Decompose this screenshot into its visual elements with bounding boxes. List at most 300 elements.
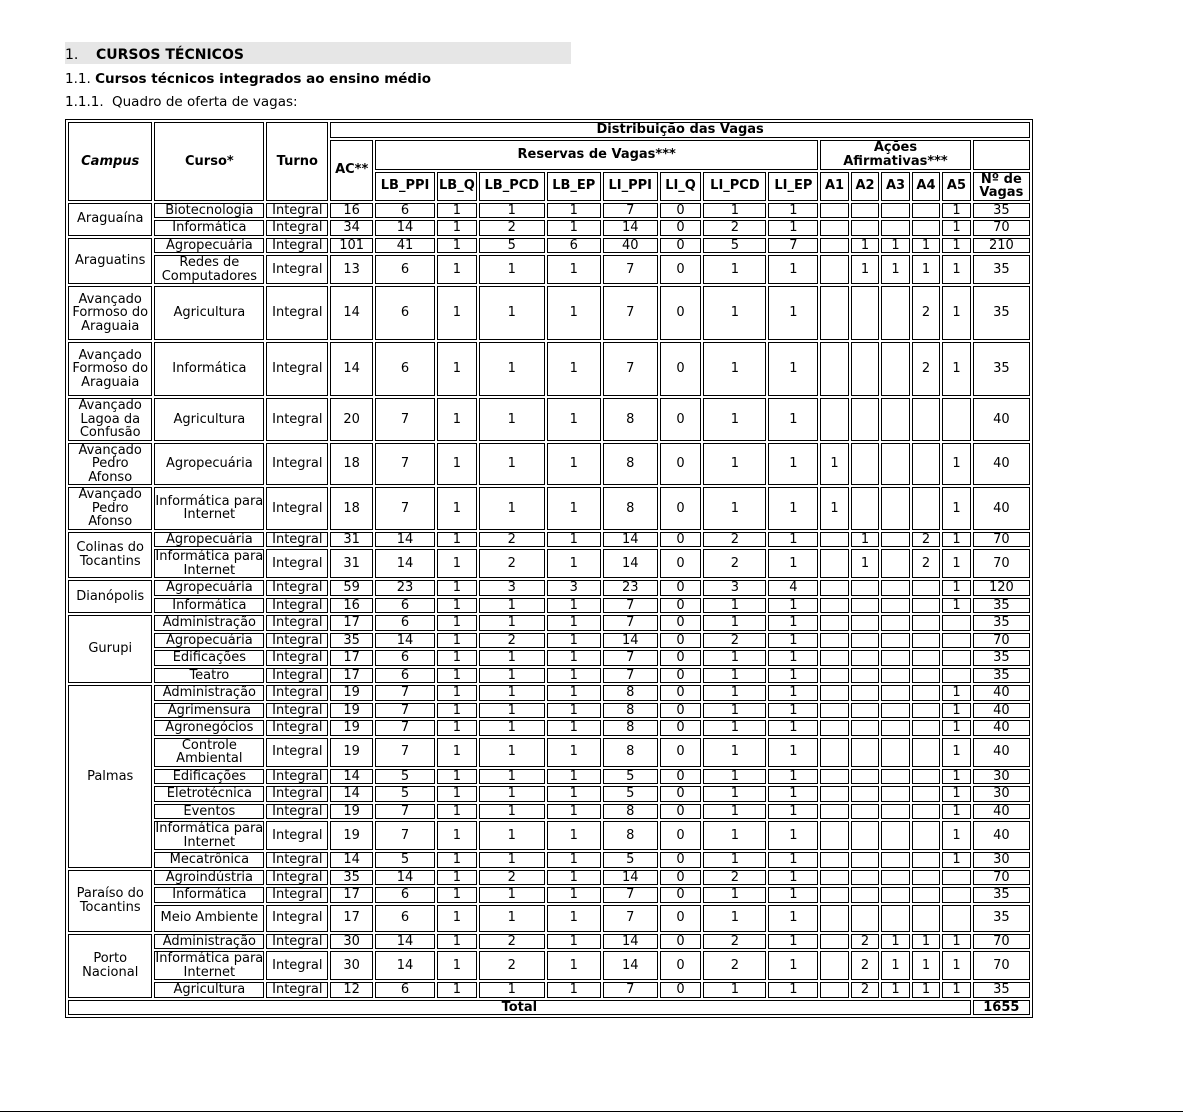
subsubsection-title: Quadro de oferta de vagas: (112, 94, 298, 110)
reserva-cell: 1 (768, 220, 818, 236)
reserva-cell: 7 (603, 887, 658, 903)
course-cell: Agricultura (154, 286, 264, 340)
vagas-cell: 70 (973, 951, 1030, 980)
shift-cell: Integral (266, 398, 328, 441)
reserva-cell: 1 (437, 532, 477, 548)
vagas-cell: 70 (973, 934, 1030, 950)
table-row (68, 668, 1030, 684)
reserva-cell: 0 (660, 870, 702, 886)
reserva-cell: 1 (437, 769, 477, 785)
reserva-cell: 1 (437, 720, 477, 736)
reserva-cell: 8 (603, 804, 658, 820)
shift-cell: Integral (266, 220, 328, 236)
reserva-cell: 14 (375, 951, 435, 980)
shift-cell: Integral (266, 852, 328, 868)
reserva-cell: 1 (547, 720, 601, 736)
acao-cell (820, 255, 848, 284)
subsection-title: Cursos técnicos integrados ao ensino médio (95, 71, 431, 87)
acao-cell (820, 598, 848, 614)
acao-cell: 1 (912, 255, 940, 284)
course-cell: Mecatrônica (154, 852, 264, 868)
table-row (68, 870, 1030, 886)
acao-cell (851, 220, 879, 236)
reserva-cell: 1 (479, 786, 545, 802)
vagas-cell: 35 (973, 255, 1030, 284)
acao-cell (820, 786, 848, 802)
ac-cell: 19 (330, 738, 373, 767)
shift-cell: Integral (266, 650, 328, 666)
acao-cell (881, 905, 909, 932)
total-label: Total (68, 1000, 971, 1016)
reserva-cell: 7 (603, 203, 658, 219)
reserva-cell: 1 (768, 615, 818, 631)
acao-cell (820, 821, 848, 850)
reserva-cell: 2 (703, 633, 766, 649)
acao-cell (881, 786, 909, 802)
vagas-cell: 40 (973, 443, 1030, 486)
ac-cell: 19 (330, 720, 373, 736)
reserva-cell: 7 (603, 342, 658, 396)
acao-cell: 1 (942, 982, 970, 998)
reserva-cell: 1 (547, 870, 601, 886)
acao-cell (851, 650, 879, 666)
acao-cell (912, 821, 940, 850)
reserva-cell: 0 (660, 286, 702, 340)
table-row (68, 615, 1030, 631)
acao-cell: 1 (942, 286, 970, 340)
table-row (68, 720, 1030, 736)
reserva-cell: 7 (768, 238, 818, 254)
reserva-cell: 14 (375, 220, 435, 236)
acao-cell (881, 549, 909, 578)
acao-cell: 1 (912, 238, 940, 254)
acao-cell (851, 668, 879, 684)
reserva-cell: 41 (375, 238, 435, 254)
shift-cell: Integral (266, 238, 328, 254)
table-row (68, 951, 1030, 980)
reserva-cell: 5 (603, 769, 658, 785)
reserva-cell: 1 (768, 769, 818, 785)
reserva-cell: 1 (703, 720, 766, 736)
acao-cell: 2 (912, 532, 940, 548)
reserva-cell: 1 (703, 668, 766, 684)
acao-cell (912, 769, 940, 785)
header-reserva-col: LI_Q (660, 172, 702, 201)
shift-cell: Integral (266, 633, 328, 649)
reserva-cell: 1 (437, 615, 477, 631)
campus-cell: Avançado Formoso do Araguaia (68, 342, 152, 396)
reserva-cell: 14 (375, 934, 435, 950)
acao-cell (881, 615, 909, 631)
reserva-cell: 1 (437, 443, 477, 486)
ac-cell: 17 (330, 668, 373, 684)
vagas-cell: 210 (973, 238, 1030, 254)
table-row (68, 633, 1030, 649)
acao-cell (912, 598, 940, 614)
ac-cell: 30 (330, 951, 373, 980)
reserva-cell: 1 (768, 549, 818, 578)
acao-cell (912, 804, 940, 820)
reserva-cell: 1 (768, 487, 818, 530)
shift-cell: Integral (266, 905, 328, 932)
acao-cell (851, 870, 879, 886)
reserva-cell: 1 (768, 203, 818, 219)
acao-cell: 1 (881, 934, 909, 950)
vagas-cell: 35 (973, 650, 1030, 666)
reserva-cell: 1 (768, 738, 818, 767)
reserva-cell: 1 (479, 668, 545, 684)
table-row (68, 852, 1030, 868)
acao-cell (912, 738, 940, 767)
reserva-cell: 0 (660, 598, 702, 614)
acao-cell: 1 (851, 532, 879, 548)
ac-cell: 12 (330, 982, 373, 998)
table-row (68, 255, 1030, 284)
reserva-cell: 0 (660, 685, 702, 701)
vagas-cell: 35 (973, 342, 1030, 396)
reserva-cell: 7 (375, 487, 435, 530)
acao-cell (851, 769, 879, 785)
shift-cell: Integral (266, 443, 328, 486)
reserva-cell: 1 (768, 887, 818, 903)
course-cell: Informática para Internet (155, 951, 264, 980)
ac-cell: 16 (330, 598, 373, 614)
reserva-cell: 1 (547, 703, 601, 719)
course-cell: Edificações (154, 769, 264, 785)
reserva-cell: 1 (547, 668, 601, 684)
acao-cell: 1 (942, 443, 970, 486)
acao-cell (881, 650, 909, 666)
course-cell: Informática (154, 342, 264, 396)
acao-cell (881, 286, 909, 340)
reserva-cell: 1 (768, 786, 818, 802)
vagas-cell: 40 (973, 703, 1030, 719)
reserva-cell: 1 (437, 580, 477, 596)
table-row (68, 487, 1030, 530)
acao-cell (820, 720, 848, 736)
reserva-cell: 7 (603, 598, 658, 614)
reserva-cell: 40 (603, 238, 658, 254)
acao-cell: 1 (881, 255, 909, 284)
acao-cell: 1 (851, 255, 879, 284)
reserva-cell: 1 (437, 220, 477, 236)
ac-cell: 101 (330, 238, 373, 254)
acao-cell (851, 487, 879, 530)
course-cell: Informática para Internet (155, 821, 264, 850)
acao-cell (881, 887, 909, 903)
acao-cell (912, 203, 940, 219)
course-cell: Informática (154, 598, 264, 614)
reserva-cell: 6 (375, 203, 435, 219)
vagas-cell: 35 (973, 598, 1030, 614)
acao-cell (851, 887, 879, 903)
reserva-cell: 2 (703, 870, 766, 886)
acao-cell (912, 720, 940, 736)
course-cell: Agropecuária (154, 633, 264, 649)
reserva-cell: 1 (437, 650, 477, 666)
reserva-cell: 14 (375, 633, 435, 649)
reserva-cell: 2 (703, 220, 766, 236)
reserva-cell: 0 (660, 738, 702, 767)
reserva-cell: 1 (479, 286, 545, 340)
reserva-cell: 1 (703, 982, 766, 998)
acao-cell: 1 (912, 982, 940, 998)
reserva-cell: 1 (437, 887, 477, 903)
reserva-cell: 7 (375, 720, 435, 736)
vagas-cell: 40 (973, 720, 1030, 736)
header-reserva-col: LB_Q (437, 172, 477, 201)
reserva-cell: 1 (479, 738, 545, 767)
acao-cell: 1 (942, 220, 970, 236)
shift-cell: Integral (266, 532, 328, 548)
reserva-cell: 1 (768, 443, 818, 486)
reserva-cell: 1 (768, 398, 818, 441)
reserva-cell: 1 (479, 703, 545, 719)
reserva-cell: 14 (603, 532, 658, 548)
reserva-cell: 1 (479, 982, 545, 998)
header-distribuicao: Distribuição das Vagas (330, 122, 1030, 138)
course-cell: Informática para Internet (154, 487, 264, 530)
table-row (68, 286, 1030, 340)
course-cell: Informática (154, 887, 264, 903)
table-row (68, 738, 1030, 767)
shift-cell: Integral (266, 720, 328, 736)
acao-cell (881, 220, 909, 236)
course-cell: Agropecuária (154, 580, 264, 596)
reserva-cell: 1 (437, 633, 477, 649)
acao-cell (851, 598, 879, 614)
vagas-cell: 35 (973, 887, 1030, 903)
reserva-cell: 8 (603, 398, 658, 441)
acao-cell (912, 220, 940, 236)
table-row (68, 238, 1030, 254)
vagas-cell: 35 (973, 905, 1030, 932)
reserva-cell: 1 (703, 286, 766, 340)
reserva-cell: 0 (660, 821, 702, 850)
reserva-cell: 0 (660, 982, 702, 998)
acao-cell (820, 398, 848, 441)
header-vagas: Nº de Vagas (973, 172, 1030, 201)
table-row (68, 905, 1030, 932)
campus-cell: Dianópolis (68, 580, 152, 613)
acao-cell (820, 685, 848, 701)
header-acao-col: A2 (851, 172, 879, 201)
vagas-cell: 35 (973, 286, 1030, 340)
reserva-cell: 8 (603, 738, 658, 767)
vagas-cell: 40 (973, 821, 1030, 850)
reserva-cell: 1 (703, 821, 766, 850)
ac-cell: 16 (330, 203, 373, 219)
table-row (68, 821, 1030, 850)
course-cell: Informática (154, 220, 264, 236)
vagas-cell: 70 (973, 220, 1030, 236)
reserva-cell: 0 (660, 887, 702, 903)
table-body (68, 203, 1030, 998)
acao-cell (912, 668, 940, 684)
shift-cell: Integral (266, 286, 328, 340)
vagas-cell: 30 (973, 769, 1030, 785)
reserva-cell: 6 (375, 615, 435, 631)
reserva-cell: 14 (375, 549, 435, 578)
acao-cell (912, 650, 940, 666)
vagas-cell: 30 (973, 786, 1030, 802)
acao-cell (912, 633, 940, 649)
acao-cell (912, 786, 940, 802)
reserva-cell: 1 (768, 804, 818, 820)
acao-cell: 1 (881, 238, 909, 254)
reserva-cell: 0 (660, 905, 702, 932)
shift-cell: Integral (266, 870, 328, 886)
reserva-cell: 1 (703, 398, 766, 441)
reserva-cell: 5 (375, 852, 435, 868)
reserva-cell: 7 (603, 905, 658, 932)
header-vagas-spacer (973, 140, 1030, 170)
acao-cell (912, 870, 940, 886)
campus-cell: Palmas (68, 685, 152, 868)
acao-cell: 1 (881, 951, 909, 980)
ac-cell: 18 (330, 443, 373, 486)
reserva-cell: 1 (437, 549, 477, 578)
reserva-cell: 5 (375, 786, 435, 802)
reserva-cell: 1 (547, 934, 601, 950)
acao-cell (820, 650, 848, 666)
reserva-cell: 6 (375, 982, 435, 998)
reserva-cell: 0 (660, 720, 702, 736)
acao-cell (851, 443, 879, 486)
acao-cell (851, 615, 879, 631)
reserva-cell: 1 (437, 870, 477, 886)
acao-cell: 1 (942, 203, 970, 219)
course-cell: Agropecuária (154, 238, 264, 254)
acao-cell (820, 220, 848, 236)
acao-cell (912, 398, 940, 441)
header-reserva-col: LB_PCD (479, 172, 545, 201)
reserva-cell: 1 (547, 650, 601, 666)
vagas-cell: 35 (973, 668, 1030, 684)
reserva-cell: 1 (703, 887, 766, 903)
reserva-cell: 1 (547, 615, 601, 631)
acao-cell (820, 769, 848, 785)
reserva-cell: 1 (547, 852, 601, 868)
subsubsection-heading (65, 93, 298, 111)
reserva-cell: 0 (660, 633, 702, 649)
reserva-cell: 14 (603, 951, 658, 980)
reserva-cell: 1 (437, 255, 477, 284)
reserva-cell: 0 (660, 220, 702, 236)
acao-cell (881, 804, 909, 820)
acao-cell (912, 852, 940, 868)
acao-cell (851, 685, 879, 701)
acao-cell: 1 (942, 487, 970, 530)
acao-cell (942, 615, 970, 631)
table-row (68, 934, 1030, 950)
acao-cell (820, 905, 848, 932)
ac-cell: 17 (330, 650, 373, 666)
header-acao-col: A3 (881, 172, 909, 201)
reserva-cell: 7 (603, 615, 658, 631)
reserva-cell: 7 (603, 286, 658, 340)
acao-cell (881, 580, 909, 596)
table-row (68, 786, 1030, 802)
acao-cell (912, 887, 940, 903)
reserva-cell: 14 (375, 870, 435, 886)
shift-cell: Integral (266, 703, 328, 719)
reserva-cell: 23 (603, 580, 658, 596)
reserva-cell: 6 (375, 650, 435, 666)
acao-cell: 1 (942, 786, 970, 802)
acao-cell (912, 615, 940, 631)
reserva-cell: 1 (437, 238, 477, 254)
reserva-cell: 2 (479, 633, 545, 649)
reserva-cell: 0 (660, 580, 702, 596)
course-cell: Agroindústria (154, 870, 264, 886)
reserva-cell: 1 (479, 443, 545, 486)
acao-cell (942, 398, 970, 441)
header-ac: AC** (330, 140, 373, 201)
acao-cell: 1 (942, 549, 970, 578)
course-cell: Eventos (154, 804, 264, 820)
acao-cell (881, 703, 909, 719)
reserva-cell: 1 (437, 203, 477, 219)
reserva-cell: 5 (703, 238, 766, 254)
reserva-cell: 1 (703, 342, 766, 396)
table-row (68, 443, 1030, 486)
reserva-cell: 1 (437, 703, 477, 719)
reserva-cell: 8 (603, 703, 658, 719)
shift-cell: Integral (266, 804, 328, 820)
acao-cell (881, 532, 909, 548)
reserva-cell: 1 (479, 821, 545, 850)
vagas-cell: 40 (973, 738, 1030, 767)
acao-cell (851, 342, 879, 396)
ac-cell: 19 (330, 685, 373, 701)
reserva-cell: 1 (479, 905, 545, 932)
acao-cell (912, 443, 940, 486)
campus-cell: Avançado Pedro Afonso (68, 487, 152, 530)
reserva-cell: 0 (660, 203, 702, 219)
reserva-cell: 1 (547, 804, 601, 820)
table-row (68, 887, 1030, 903)
reserva-cell: 5 (603, 852, 658, 868)
reserva-cell: 8 (603, 821, 658, 850)
reserva-cell: 1 (437, 804, 477, 820)
header-reservas: Reservas de Vagas*** (375, 140, 818, 170)
reserva-cell: 1 (703, 598, 766, 614)
acao-cell: 1 (942, 685, 970, 701)
course-cell: Meio Ambiente (154, 905, 264, 932)
reserva-cell: 1 (768, 934, 818, 950)
reserva-cell: 0 (660, 615, 702, 631)
reserva-cell: 8 (603, 443, 658, 486)
acao-cell: 1 (820, 487, 848, 530)
table-row (68, 598, 1030, 614)
acao-cell (820, 580, 848, 596)
reserva-cell: 3 (703, 580, 766, 596)
acao-cell: 1 (942, 238, 970, 254)
reserva-cell: 0 (660, 852, 702, 868)
reserva-cell: 6 (375, 286, 435, 340)
reserva-cell: 1 (547, 905, 601, 932)
acao-cell (942, 870, 970, 886)
reserva-cell: 8 (603, 685, 658, 701)
table-row (68, 220, 1030, 236)
ac-cell: 19 (330, 703, 373, 719)
campus-cell: Porto Nacional (68, 934, 152, 998)
acao-cell (820, 982, 848, 998)
reserva-cell: 0 (660, 443, 702, 486)
table-row (68, 769, 1030, 785)
acao-cell: 1 (942, 852, 970, 868)
